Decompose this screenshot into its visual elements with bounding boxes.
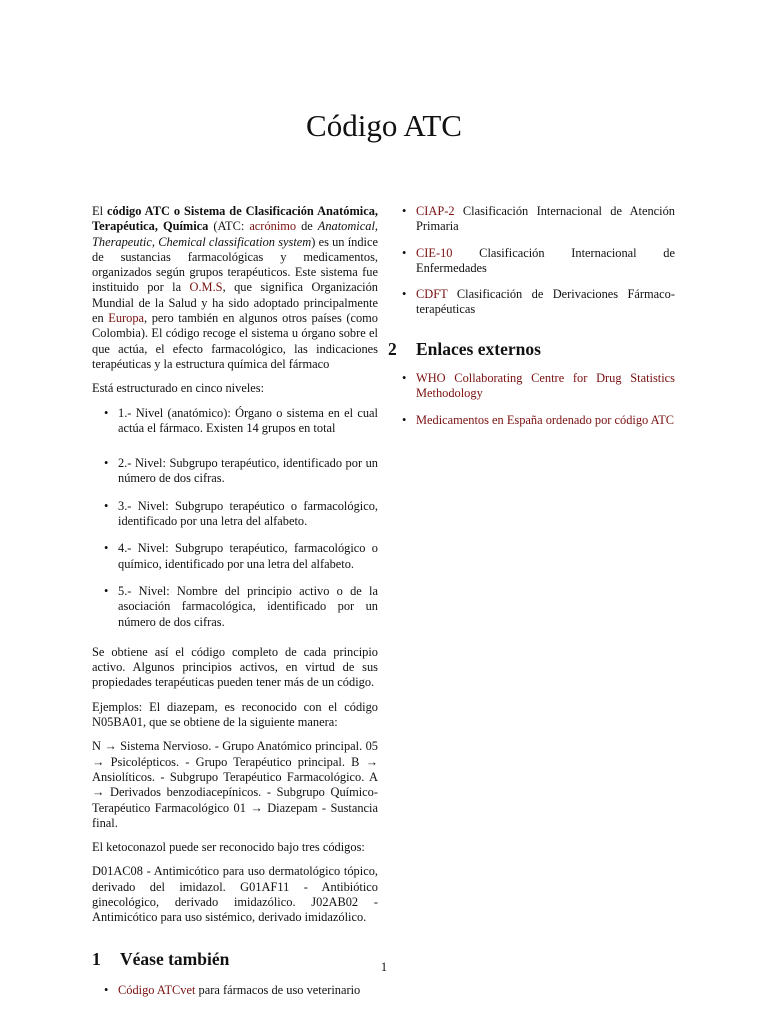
intro-paragraph: El código ATC o Sistema de Clasificación Anatómica, Terapéutica, Química (ATC: acrónimo de Anatomical, Therapeutic, Chemical classification system) es un índice de sustancias farmacológicas y medicamentos, organizados según grupos terapéuticos. Este sistema fue instituido por la O.M.S, que significa Organización Mundial de la Salud y ha sido adoptado principalmente en Europa, pero también en algunos otros países (como Colombia). El código recoge el sistema u órgano sobre el que actúa, el efecto farmacológico, las indicaciones terapéuticas y la estructura química del fármaco: [92, 204, 378, 371]
levels-list: [92, 406, 378, 630]
list-item: • CDFT Clasificación de Derivaciones Fármaco-terapéuticas: [416, 287, 675, 318]
list-item: • CIAP-2 Clasificación Internacional de Atención Primaria: [416, 204, 675, 235]
link-who-collaborating-centre[interactable]: WHO Collaborating Centre for Drug Statistics Methodology: [416, 371, 675, 401]
list-item: • 1.- Nivel (anatómico): Órgano o sistema en el cual actúa el fármaco. Existen 14 grupos en total: [118, 406, 378, 437]
list-item: [416, 413, 675, 428]
list-item: • 3.- Nivel: Subgrupo terapéutico o farmacológico, identificado por una letra del alfabeto.: [118, 499, 378, 530]
list-item: • 5.- Nivel: Nombre del principio activo o de la asociación farmacológica, identificado por un número de dos cifras.: [118, 584, 378, 630]
see-also-list-continued: [388, 204, 675, 318]
paragraph-codigo: Se obtiene así el código completo de cada principio activo. Algunos principios activos, en virtud de sus propiedades terapéuticas pueden tener más de un código.: [92, 644, 378, 690]
right-column: [388, 204, 675, 439]
left-column: [92, 204, 378, 1010]
list-item: • 2.- Nivel: Subgrupo terapéutico, identificado por un número de dos cifras.: [118, 456, 378, 487]
link-cdft[interactable]: CDFT: [416, 287, 448, 302]
levels-intro: Está estructurado en cinco niveles:: [92, 381, 265, 396]
list-item: • CIE-10 Clasificación Internacional de Enfermedades: [416, 246, 675, 277]
intro-bold-term: código ATC o Sistema de Clasificación Anatómica, Terapéutica, Química: [92, 204, 378, 234]
link-ciap2[interactable]: CIAP-2: [416, 204, 455, 218]
external-links-list: [388, 371, 675, 428]
paragraph-diazepam: N → Sistema Nervioso. - Grupo Anatómico principal. 05 → Psicolépticos. - Grupo Terapéutico principal. B → Ansiolíticos. - Subgrupo Terapéutico Farmacológico. A → Derivados benzodiacepínicos. - Subgrupo Químico-Terapéutico Farmacológico 01 → Diazepam - Sustancia final.: [92, 739, 378, 830]
link-atcvet[interactable]: Código ATCvet: [118, 982, 196, 997]
link-acronimo[interactable]: acrónimo: [249, 219, 297, 234]
link-cie10[interactable]: CIE-10: [416, 245, 453, 260]
list-item: • 4.- Nivel: Subgrupo terapéutico, farmacológico o químico, identificado por una letra del alfabeto.: [118, 541, 378, 572]
link-medicamentos-espana[interactable]: Medicamentos en España ordenado por código ATC: [416, 412, 675, 427]
link-europa[interactable]: Europa: [108, 311, 145, 326]
section-heading-vease: 1 Véase también: [92, 948, 230, 969]
paragraph-ejemplos: Ejemplos: El diazepam, es reconocido con el código N05BA01, que se obtiene de la siguiente manera:: [92, 699, 378, 730]
paragraph-ketoconazol: El ketoconazol puede ser reconocido bajo tres códigos:: [92, 840, 365, 855]
paragraph-codes: D01AC08 - Antimicótico para uso dermatológico tópico, derivado del imidazol. G01AF11 - Antibiótico ginecológico, derivado imidazólico. J02AB02 - Antimicótico para uso sistémico, derivado imidazólico.: [92, 864, 378, 925]
list-item: [416, 371, 675, 402]
page-number: 1: [380, 960, 388, 974]
link-oms[interactable]: O.M.S: [189, 280, 223, 295]
see-also-list: [92, 983, 378, 998]
list-item: • Código ATCvet para fármacos de uso veterinario: [118, 983, 378, 998]
section-heading-enlaces: 2 Enlaces externos: [388, 338, 541, 359]
intro-italic-term: Anatomical, Therapeutic, Chemical classification system: [92, 219, 378, 249]
page-title: Código ATC: [306, 108, 462, 143]
